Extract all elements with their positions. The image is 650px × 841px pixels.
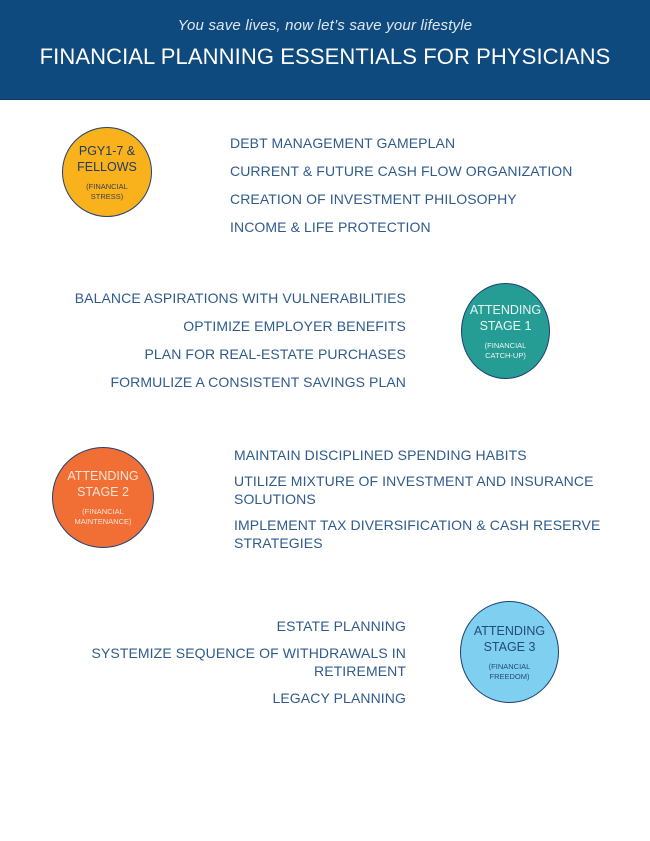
stage-sub-line2: MAINTENANCE) (74, 517, 132, 526)
stage-list-attending-1 (50, 289, 406, 401)
list-item: FORMULIZE A CONSISTENT SAVINGS PLAN (110, 374, 406, 390)
list-item: UTILIZE MIXTURE OF INVESTMENT AND INSURANCE SOLUTIONS (234, 473, 594, 507)
stage-circle-attending-2 (52, 447, 154, 548)
stage-label-line1: ATTENDING (67, 469, 139, 483)
list-item: DEBT MANAGEMENT GAMEPLAN (230, 135, 456, 151)
stage-sub-line1: (FINANCIAL (86, 181, 128, 191)
stage-circle-pgy-fellows (62, 127, 152, 217)
stage-sub-line1: (FINANCIAL (484, 340, 527, 350)
list-item: ESTATE PLANNING (276, 618, 406, 634)
stage-sub-line2: CATCH-UP) (485, 350, 526, 360)
stage-circle-attending-3 (460, 601, 559, 703)
stage-circle-attending-1 (461, 283, 550, 379)
list-item: MAINTAIN DISCIPLINED SPENDING HABITS (234, 447, 527, 463)
list-item: CREATION OF INVESTMENT PHILOSOPHY (230, 191, 517, 207)
stage-label-line1: PGY1-7 & (78, 143, 136, 158)
header-banner (0, 0, 650, 100)
list-item: CURRENT & FUTURE CASH FLOW ORGANIZATION (230, 163, 573, 179)
stage-list-attending-3 (60, 617, 406, 716)
list-item: INCOME & LIFE PROTECTION (230, 219, 431, 235)
list-item: SYSTEMIZE SEQUENCE OF WITHDRAWALS IN RETIREMENT (91, 645, 406, 679)
list-item: BALANCE ASPIRATIONS WITH VULNERABILITIES (74, 290, 406, 306)
stage-sub-line1: (FINANCIAL (82, 507, 124, 516)
tagline: You save lives, now let’s save your lifestyle (177, 17, 473, 34)
stage-label-line1: ATTENDING (473, 623, 546, 638)
stage-list-pgy-fellows (230, 134, 610, 246)
stage-label-line1: ATTENDING (469, 302, 542, 317)
stage-label-line2: STAGE 2 (77, 485, 129, 499)
stage-label-line2: FELLOWS (77, 159, 137, 174)
stage-list-attending-2 (234, 446, 614, 560)
list-item: LEGACY PLANNING (272, 690, 406, 706)
stage-sub-line2: STRESS) (90, 191, 124, 201)
list-item: OPTIMIZE EMPLOYER BENEFITS (183, 318, 406, 334)
list-item: PLAN FOR REAL-ESTATE PURCHASES (144, 346, 406, 362)
stage-sub-line1: (FINANCIAL (488, 661, 531, 671)
page-title: FINANCIAL PLANNING ESSENTIALS FOR PHYSICIANS (39, 44, 611, 69)
stage-label-line2: STAGE 3 (483, 639, 536, 654)
list-item: IMPLEMENT TAX DIVERSIFICATION & CASH RESERVE STRATEGIES (234, 517, 601, 551)
stage-label-line2: STAGE 1 (479, 318, 532, 333)
stage-sub-line2: FREEDOM) (489, 671, 530, 681)
